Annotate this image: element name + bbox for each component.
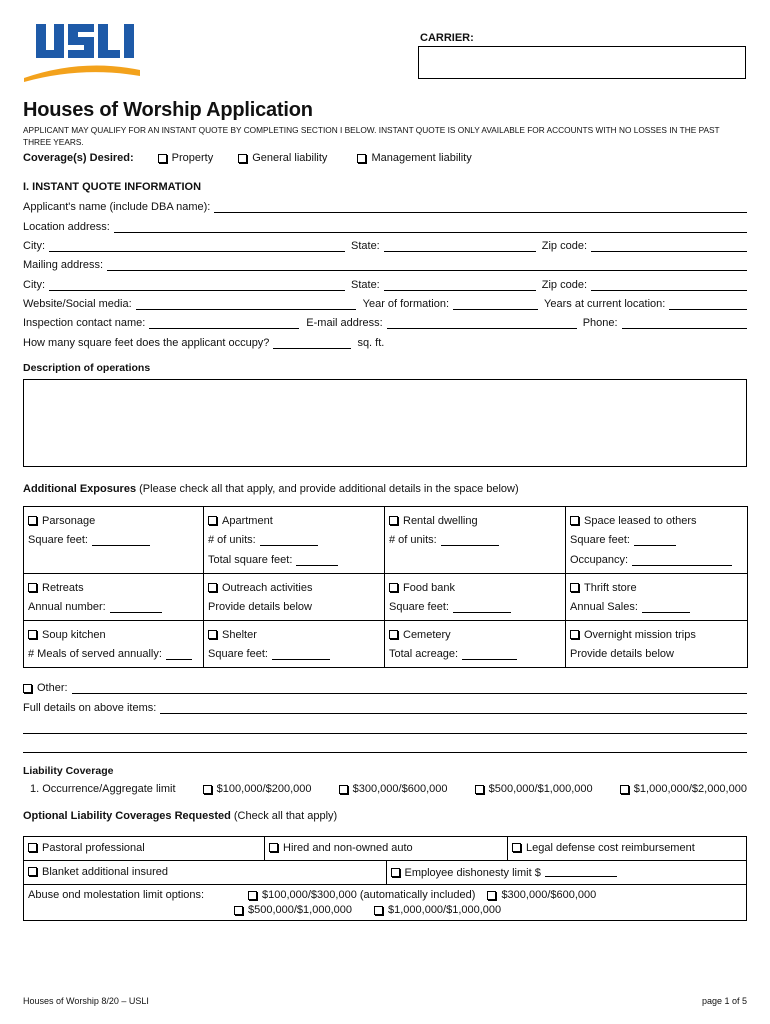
thrift-sales-label: Annual Sales: (570, 601, 638, 613)
exposure-overnight (566, 621, 748, 668)
space-occupancy-field[interactable] (632, 554, 732, 566)
dishonesty-limit-field[interactable] (545, 865, 617, 877)
inspection-contact-label: Inspection contact name: (23, 317, 146, 329)
abuse-1m-1m-checkbox[interactable]: $1,000,000/$1,000,000 (374, 904, 501, 916)
checkbox-icon (28, 630, 37, 639)
full-details-line-2 (23, 722, 747, 734)
carrier-label: CARRIER: (420, 32, 474, 44)
mailing-address-label: Mailing address: (23, 259, 104, 271)
mailing-state-field[interactable] (384, 279, 536, 291)
exposure-retreats (24, 574, 204, 621)
checkbox-icon (620, 785, 629, 794)
checkbox-icon (158, 154, 167, 163)
mailing-address-row (23, 259, 747, 271)
overnight-details-label: Provide details below (570, 648, 674, 660)
checkbox-icon (570, 516, 579, 525)
apartment-total-label: Total square feet: (208, 553, 293, 566)
checkbox-icon (23, 684, 32, 693)
rental-checkbox[interactable]: Rental dwelling (389, 515, 478, 527)
email-label: E-mail address: (306, 317, 383, 329)
exposure-food-bank (385, 574, 566, 621)
checkbox-icon (208, 516, 217, 525)
exposures-table (23, 506, 748, 668)
exposure-soup (24, 621, 204, 668)
mailing-city-field[interactable] (49, 279, 345, 291)
optional-hired (265, 837, 508, 861)
checkbox-icon (570, 630, 579, 639)
full-details-line-3 (23, 741, 747, 753)
exposure-thrift (566, 574, 748, 621)
apartment-units-field[interactable] (260, 534, 318, 546)
food-sqft-field[interactable] (453, 601, 511, 613)
limit-300k-600k-checkbox[interactable]: $300,000/$600,000 (339, 783, 448, 795)
checkbox-icon (203, 785, 212, 794)
checkbox-icon (28, 867, 37, 876)
shelter-sqft-label: Square feet: (208, 648, 268, 660)
occurrence-aggregate-label: 1. Occurrence/Aggregate limit (30, 783, 176, 795)
soup-meals-field[interactable] (166, 648, 192, 660)
limit-100k-200k-checkbox[interactable]: $100,000/$200,000 (203, 783, 312, 795)
sqft-row (23, 337, 388, 349)
exposure-shelter (204, 621, 385, 668)
space-sqft-label: Square feet: (570, 534, 630, 546)
checkbox-icon (389, 583, 398, 592)
blanket-insured-checkbox[interactable]: Blanket additional insured (28, 866, 168, 878)
location-city-row (23, 240, 747, 252)
food-sqft-label: Square feet: (389, 601, 449, 613)
optional-table (23, 836, 747, 921)
exposure-rental (385, 507, 566, 574)
exposure-outreach (204, 574, 385, 621)
coverage-property-checkbox[interactable]: Property (158, 152, 214, 164)
location-address-row (23, 221, 747, 233)
optional-blanket (24, 861, 387, 885)
retreats-annual-field[interactable] (110, 601, 162, 613)
abuse-100k-300k-checkbox[interactable]: $100,000/$300,000 (automatically included) (248, 889, 475, 901)
checkbox-icon (475, 785, 484, 794)
abuse-300k-600k-checkbox[interactable]: $300,000/$600,000 (487, 889, 596, 901)
website-label: Website/Social media: (23, 298, 132, 310)
email-field[interactable] (387, 317, 577, 329)
city-label: City: (23, 240, 45, 252)
apartment-checkbox[interactable]: Apartment (208, 515, 273, 527)
checkbox-icon (208, 630, 217, 639)
state-label: State: (351, 240, 380, 252)
page-title: Houses of Worship Application (23, 99, 313, 121)
limit-500k-1m-checkbox[interactable]: $500,000/$1,000,000 (475, 783, 593, 795)
limit-1m-2m-checkbox[interactable]: $1,000,000/$2,000,000 (620, 783, 747, 795)
dishonesty-checkbox[interactable]: Employee dishonesty limit $ (391, 867, 541, 879)
coverage-label: Coverage(s) Desired: (23, 152, 134, 164)
checkbox-icon (512, 843, 521, 852)
checkbox-icon (357, 154, 366, 163)
inspection-contact-row (23, 317, 747, 329)
description-heading: Description of operations (23, 362, 151, 374)
other-field[interactable] (72, 682, 747, 694)
optional-abuse (24, 885, 747, 921)
parsonage-sqft-label: Square feet: (28, 534, 88, 546)
checkbox-icon (389, 516, 398, 525)
checkbox-icon (208, 583, 217, 592)
city-field[interactable] (49, 240, 345, 252)
space-leased-checkbox[interactable]: Space leased to others (570, 515, 697, 527)
checkbox-icon (234, 906, 243, 915)
thrift-sales-field[interactable] (642, 601, 690, 613)
zip-label: Zip code: (541, 240, 587, 252)
legal-defense-checkbox[interactable]: Legal defense cost reimbursement (512, 842, 695, 854)
exposure-apartment (204, 507, 385, 574)
mailing-zip-field[interactable] (591, 279, 747, 291)
usli-logo (22, 20, 142, 82)
year-formation-field[interactable] (453, 298, 538, 310)
location-address-label: Location address: (23, 221, 110, 233)
shelter-checkbox[interactable]: Shelter (208, 629, 257, 641)
sqft-question: How many square feet does the applicant occupy? (23, 337, 270, 349)
full-details-label: Full details on above items: (23, 702, 157, 714)
pastoral-checkbox[interactable]: Pastoral professional (28, 842, 145, 854)
rental-units-label: # of units: (389, 534, 437, 546)
instant-quote-note: APPLICANT MAY QUALIFY FOR AN INSTANT QUOTE BY COMPLETING SECTION I BELOW. INSTANT QUOTE IS ONLY AVAILABLE FOR ACCOUNTS WITH NO LOSSES IN THE PAST THREE YEARS. (23, 125, 720, 147)
parsonage-sqft-field[interactable] (92, 534, 150, 546)
optional-legal (508, 837, 747, 861)
exposures-heading: Additional Exposures (Please check all that apply, and provide additional details in the space below) (23, 483, 519, 495)
overnight-checkbox[interactable]: Overnight mission trips (570, 629, 696, 641)
carrier-field[interactable] (418, 46, 746, 79)
checkbox-icon (248, 891, 257, 900)
inspection-contact-field[interactable] (149, 317, 299, 329)
years-location-field[interactable] (669, 298, 747, 310)
apartment-units-label: # of units: (208, 534, 256, 546)
full-details-row (23, 702, 747, 714)
liability-heading: Liability Coverage (23, 765, 114, 777)
retreats-annual-label: Annual number: (28, 601, 106, 613)
sqft-field[interactable] (273, 337, 351, 349)
years-location-label: Years at current location: (544, 298, 666, 310)
footer-page-number: page 1 of 5 (701, 996, 747, 1006)
soup-checkbox[interactable]: Soup kitchen (28, 629, 106, 641)
full-details-field[interactable] (160, 702, 747, 714)
mailing-zip-label: Zip code: (541, 279, 587, 291)
optional-heading: Optional Liability Coverages Requested (Check all that apply) (23, 810, 338, 822)
phone-field[interactable] (622, 317, 747, 329)
website-field[interactable] (136, 298, 356, 310)
liability-limits-row (30, 783, 747, 795)
section1-heading: I. INSTANT QUOTE INFORMATION (23, 181, 202, 193)
parsonage-checkbox[interactable]: Parsonage (28, 515, 95, 527)
retreats-checkbox[interactable]: Retreats (28, 582, 84, 594)
applicant-name-row (23, 201, 747, 213)
full-details-field-3[interactable] (23, 741, 747, 753)
mailing-address-field[interactable] (107, 259, 747, 271)
applicant-name-label: Applicant's name (include DBA name): (23, 201, 211, 213)
checkbox-icon (238, 154, 247, 163)
coverage-general-liability-checkbox[interactable]: General liability (238, 152, 327, 164)
zip-field[interactable] (591, 240, 747, 252)
sqft-unit: sq. ft. (357, 337, 385, 349)
checkbox-icon (28, 583, 37, 592)
coverage-row (23, 152, 472, 164)
exposure-cemetery (385, 621, 566, 668)
hired-auto-checkbox[interactable]: Hired and non-owned auto (269, 842, 413, 854)
footer-form-id: Houses of Worship 8/20 – USLI (23, 996, 149, 1006)
other-checkbox[interactable]: Other: (23, 682, 72, 694)
outreach-checkbox[interactable]: Outreach activities (208, 582, 312, 594)
phone-label: Phone: (582, 317, 618, 329)
rental-units-field[interactable] (441, 534, 499, 546)
description-field[interactable] (23, 379, 747, 467)
mailing-state-label: State: (351, 279, 380, 291)
cemetery-acreage-field[interactable] (462, 648, 517, 660)
checkbox-icon (391, 868, 400, 877)
outreach-details-label: Provide details below (208, 601, 312, 613)
applicant-name-field[interactable] (214, 201, 747, 213)
website-row (23, 298, 747, 310)
checkbox-icon (269, 843, 278, 852)
exposure-space-leased (566, 507, 748, 574)
optional-dishonesty (386, 861, 747, 885)
space-sqft-field[interactable] (634, 534, 676, 546)
optional-pastoral (24, 837, 265, 861)
abuse-500k-1m-checkbox[interactable]: $500,000/$1,000,000 (234, 904, 352, 916)
soup-meals-label: # Meals of served annually: (28, 648, 162, 660)
mailing-city-label: City: (23, 279, 45, 291)
location-address-field[interactable] (114, 221, 747, 233)
full-details-field-2[interactable] (23, 722, 747, 734)
thrift-checkbox[interactable]: Thrift store (570, 582, 637, 594)
year-formation-label: Year of formation: (362, 298, 450, 310)
checkbox-icon (389, 630, 398, 639)
mailing-city-row (23, 279, 747, 291)
checkbox-icon (570, 583, 579, 592)
state-field[interactable] (384, 240, 536, 252)
abuse-label: Abuse ond molestation limit options: (28, 889, 205, 901)
exposure-parsonage (24, 507, 204, 574)
food-bank-checkbox[interactable]: Food bank (389, 582, 455, 594)
apartment-total-field[interactable] (296, 554, 338, 566)
other-row (23, 682, 747, 694)
shelter-sqft-field[interactable] (272, 648, 330, 660)
checkbox-icon (28, 843, 37, 852)
checkbox-icon (28, 516, 37, 525)
coverage-management-liability-checkbox[interactable]: Management liability (357, 152, 471, 164)
space-occupancy-label: Occupancy: (570, 553, 629, 566)
cemetery-acreage-label: Total acreage: (389, 648, 459, 660)
checkbox-icon (374, 906, 383, 915)
cemetery-checkbox[interactable]: Cemetery (389, 629, 451, 641)
checkbox-icon (487, 891, 496, 900)
checkbox-icon (339, 785, 348, 794)
